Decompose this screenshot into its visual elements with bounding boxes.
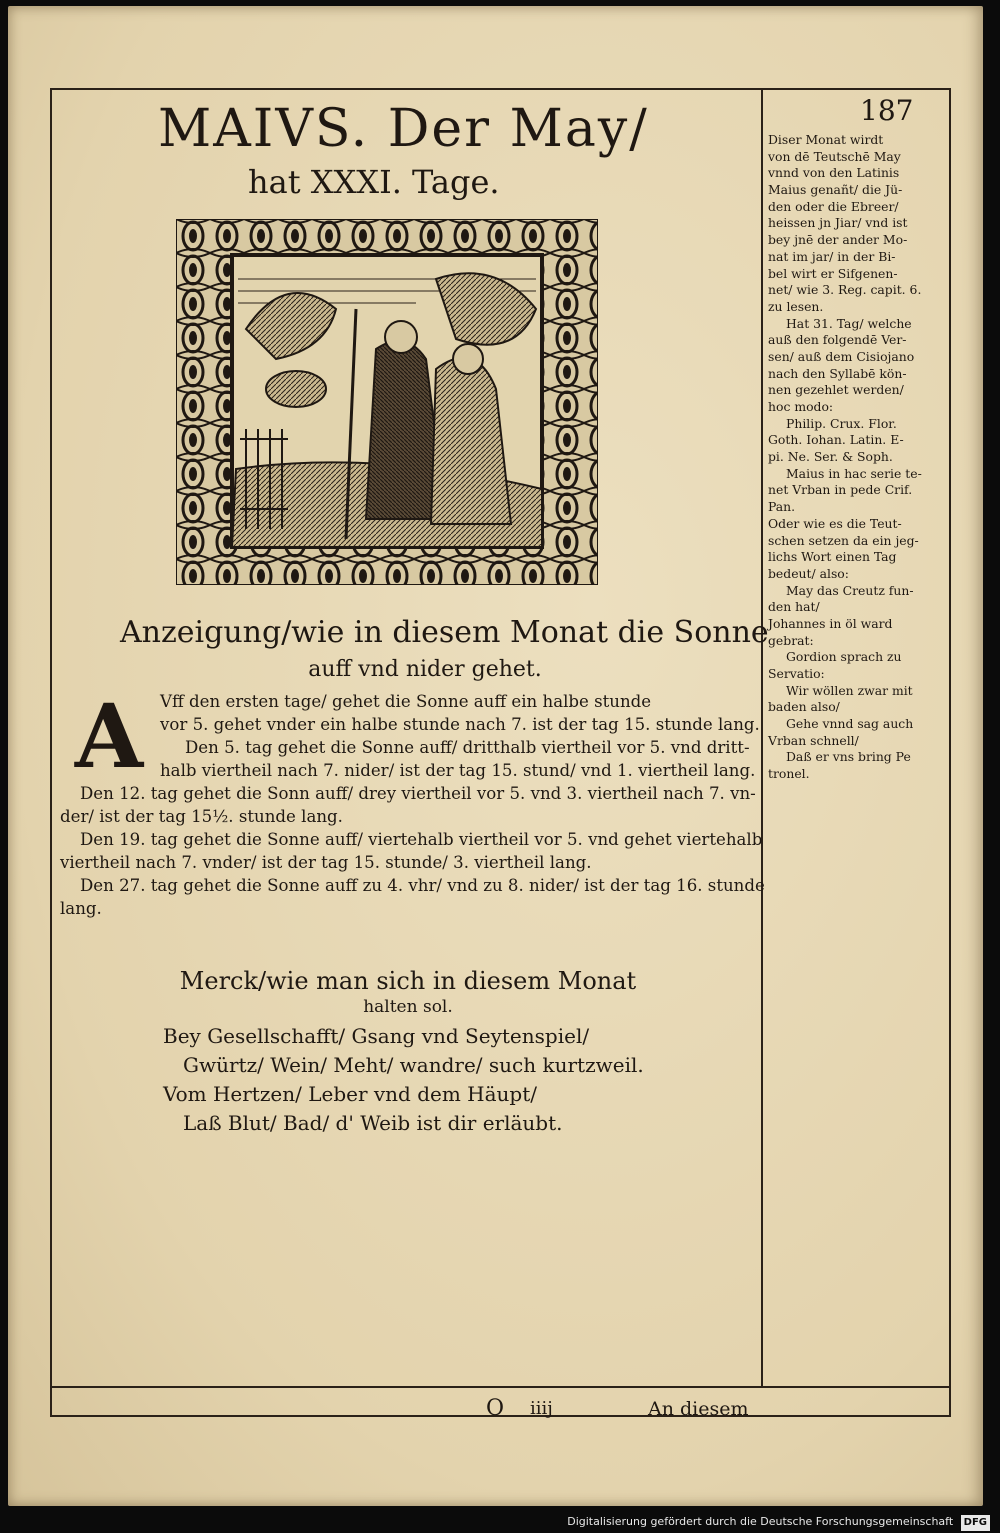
text-line: viertheil nach 7. vnder/ ist der tag 15. stunde/ 3. viertheil lang.: [60, 853, 592, 872]
text-line: Vff den ersten tage/ gehet die Sonne auff ein halbe stunde: [160, 692, 652, 711]
sidebar-line: Wir wöllen zwar mit: [786, 682, 913, 698]
woodcut-illustration-icon: [176, 219, 598, 585]
text-line: vor 5. gehet vnder ein halbe stunde nach 7. ist der tag 15. stunde lang.: [160, 715, 760, 734]
sidebar-line: von dē Teutschē May: [768, 148, 901, 164]
catchword: An diesem: [648, 1398, 749, 1420]
sidebar-line: pi. Ne. Ser. & Soph.: [768, 449, 893, 465]
sidebar-line: bey jnē der ander Mo-: [768, 232, 908, 248]
text-line: halb viertheil nach 7. nider/ ist der tag 15. stund/ vnd 1. viertheil lang.: [160, 761, 756, 780]
page-subtitle: hat XXXI. Tage.: [248, 163, 500, 201]
sidebar-line: auß den folgendē Ver-: [768, 332, 907, 348]
sidebar-line: schen setzen da ein jeg-: [768, 532, 919, 548]
text-line: Den 12. tag gehet die Sonn auff/ drey viertheil vor 5. vnd 3. viertheil nach 7. vn-: [80, 784, 756, 803]
sidebar-line: Hat 31. Tag/ welche: [786, 315, 912, 331]
sidebar-line: den hat/: [768, 599, 820, 615]
page-number: 187: [860, 94, 914, 127]
sidebar-line: zu lesen.: [768, 298, 824, 314]
sidebar-column: [768, 132, 946, 783]
verse-line: Vom Hertzen/ Leber vnd dem Häupt/: [163, 1082, 537, 1106]
sidebar-line: Johannes in öl ward: [768, 615, 893, 631]
sidebar-line: nat im jar/ in der Bi-: [768, 248, 896, 264]
sidebar-line: Gordion sprach zu: [786, 649, 902, 665]
sidebar-line: Philip. Crux. Flor.: [786, 415, 897, 431]
text-line: Den 5. tag gehet die Sonne auff/ dritthalb viertheil vor 5. vnd dritt-: [185, 738, 750, 757]
sidebar-line: Oder wie es die Teut-: [768, 515, 902, 531]
credit-text: Digitalisierung gefördert durch die Deutsche Forschungsgemeinschaft: [567, 1515, 954, 1528]
sidebar-line: net Vrban in pede Crif.: [768, 482, 913, 498]
sidebar-line: hoc modo:: [768, 399, 834, 414]
section-heading-cont: auff vnd nider gehet.: [308, 657, 542, 682]
sidebar-line: bedeut/ also:: [768, 565, 849, 581]
sidebar-line: nen gezehlet werden/: [768, 382, 904, 398]
sidebar-line: den oder die Ebreer/: [768, 198, 899, 214]
page-title: MAIVS. Der May/: [158, 99, 649, 159]
verse-line: Gwürtz/ Wein/ Meht/ wandre/ such kurtzweil.: [183, 1053, 644, 1077]
sidebar-line: Pan.: [768, 499, 796, 515]
text-line: Den 19. tag gehet die Sonne auff/ viertehalb viertheil vor 5. vnd gehet viertehalb: [80, 830, 763, 849]
sidebar-line: Maius in hac serie te-: [786, 465, 922, 481]
sidebar-line: gebrat:: [768, 632, 814, 648]
woodcut-svg: [176, 219, 598, 585]
sidebar-line: baden also/: [768, 699, 840, 715]
sidebar-line: net/ wie 3. Reg. capit. 6.: [768, 282, 922, 298]
sidebar-line: heissen jn Jiar/ vnd ist: [768, 215, 908, 231]
verse-line: Bey Gesellschafft/ Gsang vnd Seytenspiel/: [163, 1024, 590, 1048]
sidebar-line: lichs Wort einen Tag: [768, 549, 897, 565]
section-heading: Anzeigung/wie in diesem Monat die Sonne: [120, 615, 769, 650]
signature-mark: O: [486, 1396, 505, 1421]
sidebar-line: May das Creutz fun-: [786, 582, 914, 598]
sidebar-line: Goth. Iohan. Latin. E-: [768, 432, 904, 448]
sidebar-line: sen/ auß dem Cisiojano: [768, 348, 915, 364]
text-line: lang.: [60, 899, 102, 918]
column-divider: [761, 88, 763, 1388]
sidebar-line: tronel.: [768, 766, 810, 782]
bottom-rule: [50, 1386, 949, 1388]
section2-heading: Merck/wie man sich in diesem Monat: [179, 967, 637, 995]
sidebar-line: vnnd von den Latinis: [768, 165, 900, 181]
drop-cap: A: [74, 684, 144, 788]
dfg-logo: DFG: [961, 1515, 990, 1531]
verse-line: Laß Blut/ Bad/ d' Weib ist dir erläubt.: [183, 1111, 563, 1135]
sidebar-line: Daß er vns bring Pe: [786, 749, 911, 765]
text-line: Den 27. tag gehet die Sonne auff zu 4. vhr/ vnd zu 8. nider/ ist der tag 16. stunde: [80, 876, 765, 895]
section2-heading-cont: halten sol.: [363, 997, 453, 1017]
book-page: [8, 6, 983, 1506]
signature-number: iiij: [530, 1398, 553, 1419]
sidebar-line: nach den Syllabē kön-: [768, 365, 907, 381]
sidebar-line: Servatio:: [768, 666, 825, 681]
text-line: der/ ist der tag 15½. stunde lang.: [60, 807, 343, 826]
sidebar-line: Gehe vnnd sag auch: [786, 716, 914, 732]
sidebar-line: Maius genañt/ die Jü-: [768, 182, 903, 198]
digitization-credit: [567, 1514, 990, 1530]
sidebar-line: bel wirt er Sifgenen-: [768, 265, 898, 281]
sidebar-line: Vrban schnell/: [768, 732, 859, 748]
sidebar-line: Diser Monat wirdt: [768, 132, 884, 147]
